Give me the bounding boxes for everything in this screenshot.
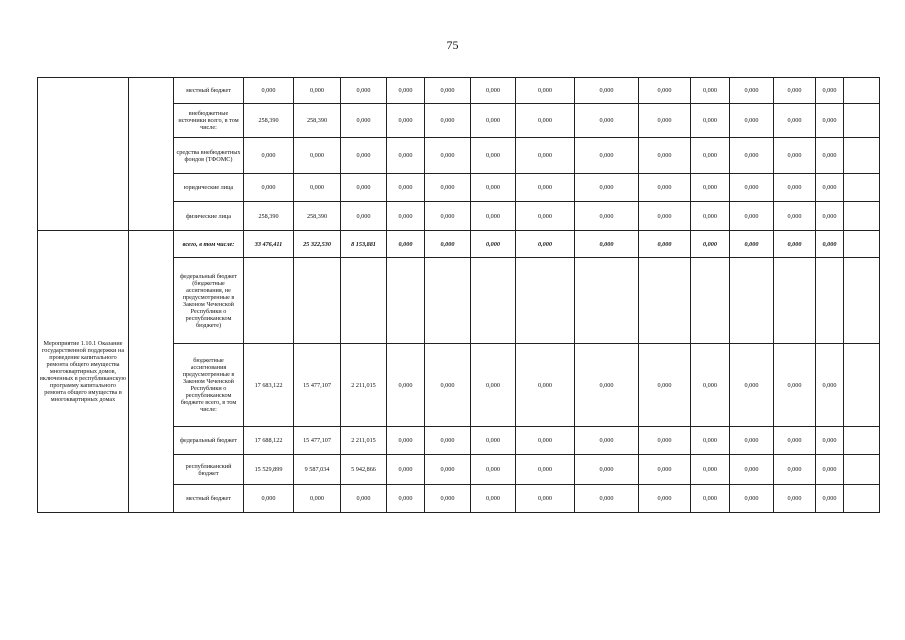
value-cell: 0,000 bbox=[816, 455, 844, 485]
value-cell: 0,000 bbox=[730, 104, 774, 138]
value-cell: 0,000 bbox=[691, 174, 730, 202]
empty-cell bbox=[844, 485, 880, 513]
empty-cell bbox=[341, 258, 387, 344]
empty-cell bbox=[387, 258, 425, 344]
value-cell: 5 942,866 bbox=[341, 455, 387, 485]
empty-cell bbox=[294, 258, 341, 344]
empty-cell bbox=[129, 78, 174, 231]
empty-cell bbox=[691, 258, 730, 344]
value-cell: 0,000 bbox=[387, 138, 425, 174]
value-cell: 0,000 bbox=[774, 104, 816, 138]
value-cell: 0,000 bbox=[341, 174, 387, 202]
value-cell: 0,000 bbox=[691, 344, 730, 427]
value-cell: 0,000 bbox=[471, 78, 516, 104]
value-cell: 0,000 bbox=[471, 202, 516, 231]
empty-cell bbox=[425, 258, 471, 344]
table-row bbox=[38, 231, 880, 258]
value-cell: 0,000 bbox=[425, 344, 471, 427]
empty-cell bbox=[471, 258, 516, 344]
value-cell: 0,000 bbox=[774, 427, 816, 455]
value-cell: 17 683,122 bbox=[244, 344, 294, 427]
value-cell: 0,000 bbox=[516, 202, 575, 231]
value-cell: 0,000 bbox=[244, 138, 294, 174]
value-cell: 0,000 bbox=[691, 104, 730, 138]
value-cell: 0,000 bbox=[639, 485, 691, 513]
value-cell: 0,000 bbox=[575, 104, 639, 138]
empty-cell bbox=[244, 258, 294, 344]
value-cell: 258,390 bbox=[294, 202, 341, 231]
value-cell: 0,000 bbox=[575, 455, 639, 485]
value-cell: 0,000 bbox=[691, 485, 730, 513]
value-cell: 0,000 bbox=[639, 174, 691, 202]
value-cell: 0,000 bbox=[516, 485, 575, 513]
value-cell: 0,000 bbox=[244, 485, 294, 513]
value-cell: 0,000 bbox=[816, 104, 844, 138]
value-cell: 0,000 bbox=[244, 174, 294, 202]
value-cell: 0,000 bbox=[516, 104, 575, 138]
value-cell: 0,000 bbox=[575, 202, 639, 231]
value-cell: 0,000 bbox=[294, 174, 341, 202]
funding-source-cell: юридические лица bbox=[174, 174, 244, 202]
value-cell: 0,000 bbox=[341, 104, 387, 138]
empty-cell bbox=[844, 455, 880, 485]
value-cell: 0,000 bbox=[425, 104, 471, 138]
value-cell: 0,000 bbox=[730, 138, 774, 174]
value-cell: 0,000 bbox=[387, 344, 425, 427]
value-cell: 0,000 bbox=[575, 485, 639, 513]
value-cell: 0,000 bbox=[341, 138, 387, 174]
value-cell: 0,000 bbox=[639, 231, 691, 258]
value-cell: 15 477,107 bbox=[294, 427, 341, 455]
empty-cell bbox=[129, 231, 174, 513]
value-cell: 0,000 bbox=[816, 427, 844, 455]
empty-cell bbox=[844, 104, 880, 138]
value-cell: 0,000 bbox=[387, 455, 425, 485]
empty-cell bbox=[844, 202, 880, 231]
value-cell: 0,000 bbox=[730, 455, 774, 485]
funding-source-cell: средства внебюджетных фондов (ТФОМС) bbox=[174, 138, 244, 174]
value-cell: 0,000 bbox=[575, 427, 639, 455]
value-cell: 0,000 bbox=[387, 231, 425, 258]
value-cell: 0,000 bbox=[387, 78, 425, 104]
value-cell: 0,000 bbox=[516, 231, 575, 258]
value-cell: 0,000 bbox=[691, 78, 730, 104]
value-cell: 0,000 bbox=[816, 344, 844, 427]
value-cell: 0,000 bbox=[730, 174, 774, 202]
value-cell: 15 529,899 bbox=[244, 455, 294, 485]
value-cell: 0,000 bbox=[691, 455, 730, 485]
funding-source-cell: федеральный бюджет (бюджетные ассигнования, не предусмотренные в Законом Чеченской Республики о республиканском бюджете) bbox=[174, 258, 244, 344]
value-cell: 0,000 bbox=[341, 485, 387, 513]
value-cell: 0,000 bbox=[387, 202, 425, 231]
value-cell: 258,390 bbox=[244, 104, 294, 138]
event-title-cell: Мероприятие 1.10.1 Оказание государственной поддержки на проведение капитального ремонта общего имущества многоквартирных домов, включенных в республиканскую программу капитального ремонта общего имущества в многоквартирных домах bbox=[38, 231, 129, 513]
empty-cell bbox=[844, 344, 880, 427]
table-row bbox=[38, 78, 880, 104]
value-cell: 0,000 bbox=[816, 485, 844, 513]
value-cell: 0,000 bbox=[639, 202, 691, 231]
value-cell: 0,000 bbox=[575, 78, 639, 104]
funding-source-cell: всего, в том числе: bbox=[174, 231, 244, 258]
value-cell: 0,000 bbox=[774, 202, 816, 231]
value-cell: 0,000 bbox=[425, 138, 471, 174]
value-cell: 0,000 bbox=[575, 344, 639, 427]
value-cell: 0,000 bbox=[425, 231, 471, 258]
value-cell: 8 153,881 bbox=[341, 231, 387, 258]
value-cell: 0,000 bbox=[639, 427, 691, 455]
value-cell: 0,000 bbox=[471, 455, 516, 485]
value-cell: 0,000 bbox=[639, 104, 691, 138]
value-cell: 0,000 bbox=[730, 485, 774, 513]
value-cell: 0,000 bbox=[774, 231, 816, 258]
value-cell: 0,000 bbox=[639, 138, 691, 174]
value-cell: 0,000 bbox=[730, 427, 774, 455]
value-cell: 0,000 bbox=[471, 427, 516, 455]
value-cell: 0,000 bbox=[387, 174, 425, 202]
value-cell: 0,000 bbox=[425, 174, 471, 202]
empty-cell bbox=[639, 258, 691, 344]
value-cell: 0,000 bbox=[516, 78, 575, 104]
value-cell: 0,000 bbox=[516, 344, 575, 427]
value-cell: 0,000 bbox=[816, 174, 844, 202]
value-cell: 258,390 bbox=[294, 104, 341, 138]
value-cell: 0,000 bbox=[387, 104, 425, 138]
funding-source-cell: внебюджетные источники всего, в том числе: bbox=[174, 104, 244, 138]
value-cell: 0,000 bbox=[471, 104, 516, 138]
value-cell: 0,000 bbox=[471, 174, 516, 202]
value-cell: 0,000 bbox=[516, 427, 575, 455]
value-cell: 0,000 bbox=[471, 138, 516, 174]
value-cell: 0,000 bbox=[816, 78, 844, 104]
funding-source-cell: федеральный бюджет bbox=[174, 427, 244, 455]
empty-cell bbox=[516, 258, 575, 344]
value-cell: 0,000 bbox=[425, 485, 471, 513]
value-cell: 0,000 bbox=[294, 485, 341, 513]
page-number: 75 bbox=[446, 38, 459, 52]
empty-cell bbox=[844, 174, 880, 202]
value-cell: 0,000 bbox=[730, 344, 774, 427]
value-cell: 33 476,411 bbox=[244, 231, 294, 258]
budget-table bbox=[37, 77, 880, 513]
empty-cell bbox=[844, 231, 880, 258]
value-cell: 0,000 bbox=[816, 202, 844, 231]
empty-cell bbox=[774, 258, 816, 344]
value-cell: 0,000 bbox=[341, 202, 387, 231]
value-cell: 0,000 bbox=[516, 138, 575, 174]
empty-cell bbox=[38, 78, 129, 231]
funding-source-cell: местный бюджет bbox=[174, 78, 244, 104]
value-cell: 0,000 bbox=[730, 202, 774, 231]
value-cell: 0,000 bbox=[816, 138, 844, 174]
value-cell: 0,000 bbox=[639, 344, 691, 427]
empty-cell bbox=[575, 258, 639, 344]
value-cell: 0,000 bbox=[471, 485, 516, 513]
funding-source-cell: местный бюджет bbox=[174, 485, 244, 513]
value-cell: 0,000 bbox=[425, 78, 471, 104]
funding-source-cell: республиканский бюджет bbox=[174, 455, 244, 485]
value-cell: 0,000 bbox=[294, 138, 341, 174]
value-cell: 0,000 bbox=[516, 455, 575, 485]
value-cell: 0,000 bbox=[691, 202, 730, 231]
value-cell: 0,000 bbox=[516, 174, 575, 202]
value-cell: 0,000 bbox=[774, 455, 816, 485]
value-cell: 0,000 bbox=[774, 174, 816, 202]
value-cell: 0,000 bbox=[471, 344, 516, 427]
value-cell: 0,000 bbox=[471, 231, 516, 258]
empty-cell bbox=[844, 78, 880, 104]
value-cell: 0,000 bbox=[575, 138, 639, 174]
value-cell: 0,000 bbox=[774, 485, 816, 513]
empty-cell bbox=[730, 258, 774, 344]
empty-cell bbox=[844, 258, 880, 344]
value-cell: 0,000 bbox=[774, 78, 816, 104]
value-cell: 0,000 bbox=[575, 231, 639, 258]
value-cell: 0,000 bbox=[774, 138, 816, 174]
value-cell: 258,390 bbox=[244, 202, 294, 231]
value-cell: 0,000 bbox=[691, 231, 730, 258]
value-cell: 17 688,122 bbox=[244, 427, 294, 455]
value-cell: 0,000 bbox=[341, 78, 387, 104]
empty-cell bbox=[844, 427, 880, 455]
value-cell: 0,000 bbox=[425, 427, 471, 455]
funding-source-cell: бюджетные ассигнования предусмотренные в Законом Чеченской Республики о республиканском бюджете всего, в том числе: bbox=[174, 344, 244, 427]
value-cell: 0,000 bbox=[730, 78, 774, 104]
value-cell: 2 211,015 bbox=[341, 344, 387, 427]
value-cell: 0,000 bbox=[639, 455, 691, 485]
value-cell: 0,000 bbox=[425, 455, 471, 485]
value-cell: 0,000 bbox=[244, 78, 294, 104]
value-cell: 0,000 bbox=[816, 231, 844, 258]
value-cell: 0,000 bbox=[691, 427, 730, 455]
value-cell: 25 322,530 bbox=[294, 231, 341, 258]
value-cell: 0,000 bbox=[387, 427, 425, 455]
value-cell: 0,000 bbox=[425, 202, 471, 231]
value-cell: 0,000 bbox=[730, 231, 774, 258]
value-cell: 0,000 bbox=[639, 78, 691, 104]
value-cell: 0,000 bbox=[691, 138, 730, 174]
value-cell: 0,000 bbox=[387, 485, 425, 513]
value-cell: 0,000 bbox=[774, 344, 816, 427]
funding-source-cell: физические лица bbox=[174, 202, 244, 231]
value-cell: 0,000 bbox=[575, 174, 639, 202]
value-cell: 9 587,034 bbox=[294, 455, 341, 485]
empty-cell bbox=[816, 258, 844, 344]
value-cell: 15 477,107 bbox=[294, 344, 341, 427]
empty-cell bbox=[844, 138, 880, 174]
value-cell: 2 211,015 bbox=[341, 427, 387, 455]
value-cell: 0,000 bbox=[294, 78, 341, 104]
